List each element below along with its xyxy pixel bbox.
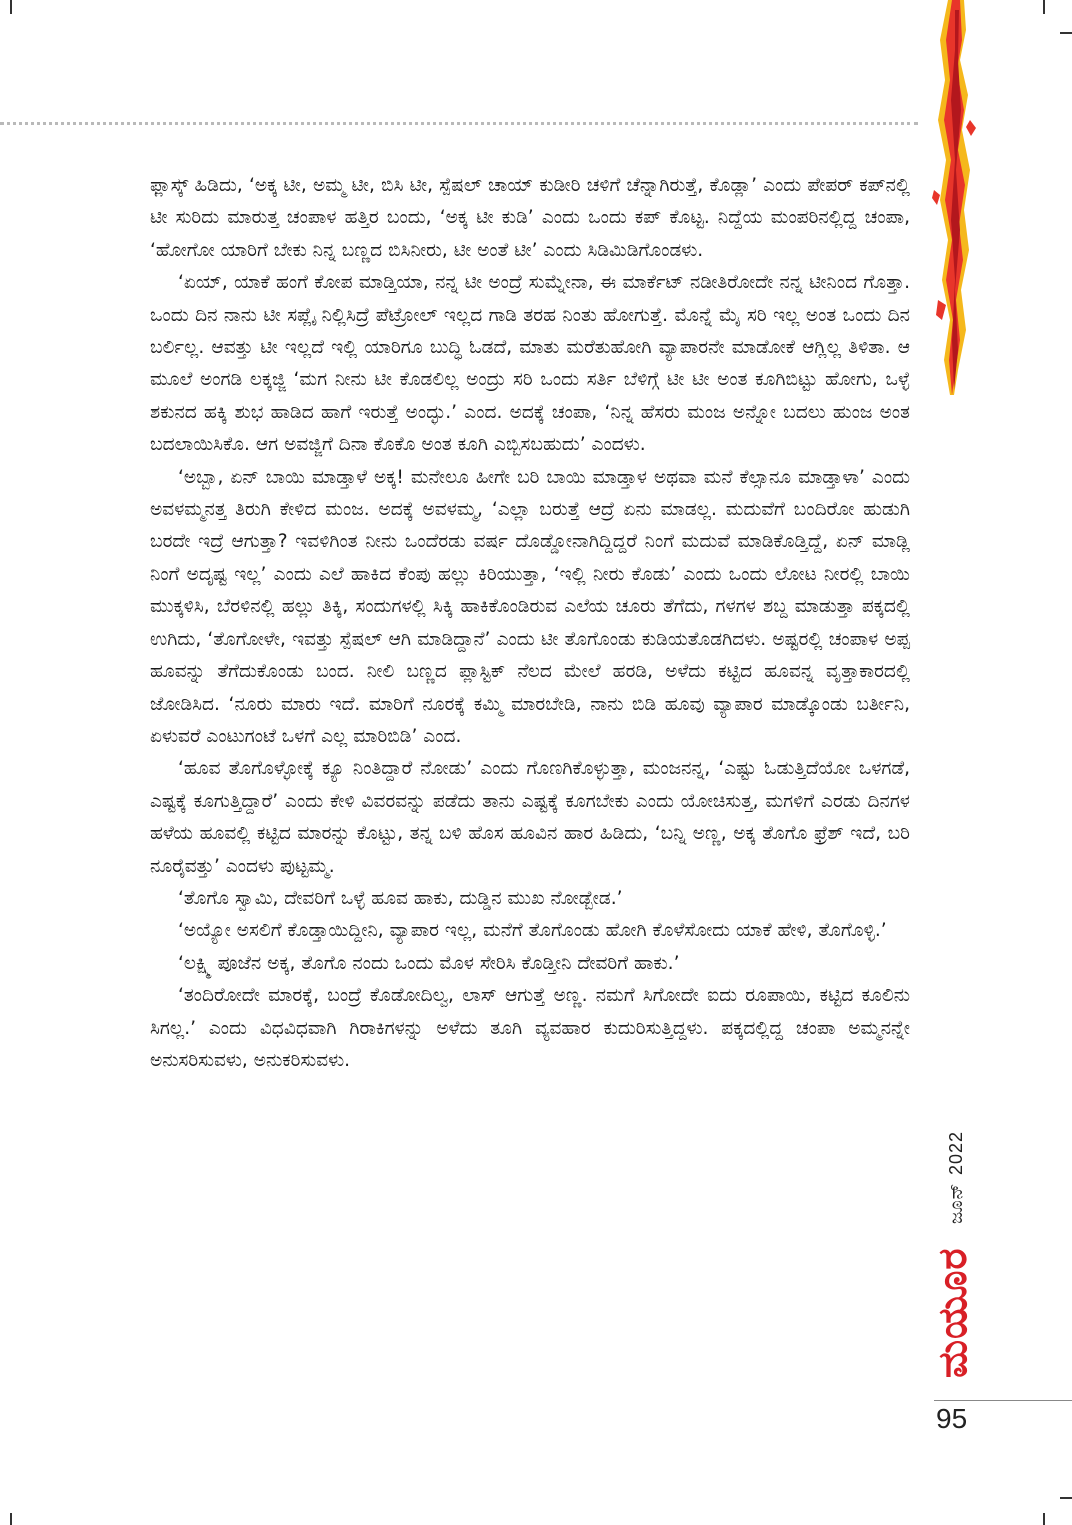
crop-mark-top-right: [1043, 0, 1045, 14]
decorative-brush-strip: [930, 0, 982, 395]
article-paragraph: ‘ಏಯ್, ಯಾಕೆ ಹಂಗೆ ಕೋಪ ಮಾಡ್ತಿಯಾ, ನನ್ನ ಟೀ ಅಂದ್ರೆ ಸುಮ್ನೇನಾ, ಈ ಮಾರ್ಕೆಟ್ ನಡೀತಿರೋದೇ ನನ್ನ ಟೀನಿಂದ ಗೊತ್ತಾ. ಒಂದು ದಿನ ನಾನು ಟೀ ಸಪ್ಲೈ ನಿಲ್ಲಿಸಿದ್ರೆ ಪೆಟ್ರೋಲ್ ಇಲ್ಲದ ಗಾಡಿ ತರಹ ನಿಂತು ಹೋಗುತ್ತೆ. ಮೊನ್ನೆ ಮೈ ಸರಿ ಇಲ್ಲ ಅಂತ ಒಂದು ದಿನ ಬರ್ಲಿಲ್ಲ. ಆವತ್ತು ಟೀ ಇಲ್ಲದೆ ಇಲ್ಲಿ ಯಾರಿಗೂ ಬುದ್ಧಿ ಓಡದೆ, ಮಾತು ಮರೆತುಹೋಗಿ ವ್ಯಾಪಾರನೇ ಮಾಡೋಕೆ ಆಗ್ಲಿಲ್ಲ ತಿಳಿತಾ. ಆ ಮೂಲೆ ಅಂಗಡಿ ಲಕ್ಕಜ್ಜಿ ‘ಮಗ ನೀನು ಟೀ ಕೊಡಲಿಲ್ಲ ಅಂದ್ರು ಸರಿ ಒಂದು ಸರ್ತಿ ಬೆಳಿಗ್ಗೆ ಟೀ ಟೀ ಅಂತ ಕೂಗಿಬಿಟ್ಟು ಹೋಗು, ಒಳ್ಳೆ ಶಕುನದ ಹಕ್ಕಿ ಶುಭ ಹಾಡಿದ ಹಾಗೆ ಇರುತ್ತೆ ಅಂದ್ಳು.’ ಎಂದ. ಅದಕ್ಕೆ ಚಂಪಾ, ‘ನಿನ್ನ ಹೆಸರು ಮಂಜ ಅನ್ನೋ ಬದಲು ಹುಂಜ ಅಂತ ಬದಲಾಯಿಸಿಕೊ. ಆಗ ಅವಜ್ಜಿಗೆ ದಿನಾ ಕೊಕೊ ಅಂತ ಕೂಗಿ ಎಬ್ಬಿಸಬಹುದು’ ಎಂದಳು.: [150, 272, 911, 456]
article-paragraph: ಫ್ಲಾಸ್ಕ್ ಹಿಡಿದು, ‘ಅಕ್ಕ ಟೀ, ಅಮ್ಮ ಟೀ, ಬಿಸಿ ಟೀ, ಸ್ಪೆಷಲ್ ಚಾಯ್ ಕುಡೀರಿ ಚಳಿಗೆ ಚೆನ್ನಾಗಿರುತ್ತೆ, ಕೊಡ್ಲಾ’ ಎಂದು ಪೇಪರ್ ಕಪ್‌ನಲ್ಲಿ ಟೀ ಸುರಿದು ಮಾರುತ್ತ ಚಂಪಾಳ ಹತ್ತಿರ ಬಂದು, ‘ಅಕ್ಕ ಟೀ ಕುಡಿ’ ಎಂದು ಒಂದು ಕಪ್ ಕೊಟ್ಟ. ನಿದ್ದೆಯ ಮಂಪರಿನಲ್ಲಿದ್ದ ಚಂಪಾ, ‘ಹೋಗೋ ಯಾರಿಗೆ ಬೇಕು ನಿನ್ನ ಬಣ್ಣದ ಬಿಸಿನೀರು, ಟೀ ಅಂತೆ ಟೀ’ ಎಂದು ಸಿಡಿಮಿಡಿಗೊಂಡಳು.: [150, 175, 910, 261]
crop-mark-bottom-right: [1043, 1513, 1045, 1525]
crop-mark-top-left: [10, 0, 12, 14]
crop-mark-right-bottom: [1060, 1497, 1072, 1499]
article-paragraph: ‘ತೊಗೊ ಸ್ವಾಮಿ, ದೇವರಿಗೆ ಒಳ್ಳೆ ಹೂವ ಹಾಕು, ದುಡ್ಡಿನ ಮುಖ ನೋಡ್ಬೇಡ.’: [178, 887, 623, 909]
article-paragraph: ‘ಅಬ್ಬಾ, ಏನ್ ಬಾಯಿ ಮಾಡ್ತಾಳೆ ಅಕ್ಕ! ಮನೇಲೂ ಹೀಗೇ ಬರಿ ಬಾಯಿ ಮಾಡ್ತಾಳ ಅಥವಾ ಮನೆ ಕೆಲ್ಸಾನೂ ಮಾಡ್ತಾಳಾ’ ಎಂದು ಅವಳಮ್ಮನತ್ತ ತಿರುಗಿ ಕೇಳಿದ ಮಂಜ. ಅದಕ್ಕೆ ಅವಳಮ್ಮ, ‘ಎಲ್ಲಾ ಬರುತ್ತೆ ಆದ್ರೆ ಏನು ಮಾಡಲ್ಲ. ಮದುವೆಗೆ ಬಂದಿರೋ ಹುಡುಗಿ ಬರದೇ ಇದ್ರೆ ಆಗುತ್ತಾ? ಇವಳಿಗಿಂತ ನೀನು ಒಂದೆರಡು ವರ್ಷ ದೊಡ್ಡೋನಾಗಿದ್ದಿದ್ದರೆ ನಿಂಗೆ ಮದುವೆ ಮಾಡಿಕೊಡ್ತಿದ್ದೆ, ಏನ್ ಮಾಡ್ಲಿ ನಿಂಗೆ ಅದೃಷ್ಟ ಇಲ್ಲ’ ಎಂದು ಎಲೆ ಹಾಕಿದ ಕೆಂಪು ಹಲ್ಲು ಕಿರಿಯುತ್ತಾ, ‘ಇಲ್ಲಿ ನೀರು ಕೊಡು’ ಎಂದು ಒಂದು ಲೋಟ ನೀರಲ್ಲಿ ಬಾಯಿ ಮುಕ್ಕಳಿಸಿ, ಬೆರಳಿನಲ್ಲಿ ಹಲ್ಲು ತಿಕ್ಕಿ, ಸಂದುಗಳಲ್ಲಿ ಸಿಕ್ಕಿ ಹಾಕಿಕೊಂಡಿರುವ ಎಲೆಯ ಚೂರು ತೆಗೆದು, ಗಳಗಳ ಶಬ್ದ ಮಾಡುತ್ತಾ ಪಕ್ಕದಲ್ಲಿ ಉಗಿದು, ‘ತೊಗೋಳೇ, ಇವತ್ತು ಸ್ಪೆಷಲ್ ಆಗಿ ಮಾಡಿದ್ದಾನೆ’ ಎಂದು ಟೀ ತೊಗೊಂಡು ಕುಡಿಯತೊಡಗಿದಳು. ಅಷ್ಟರಲ್ಲಿ ಚಂಪಾಳ ಅಪ್ಪ ಹೂವನ್ನು ತೆಗೆದುಕೊಂಡು ಬಂದ. ನೀಲಿ ಬಣ್ಣದ ಪ್ಲಾಸ್ಟಿಕ್ ನೆಲದ ಮೇಲೆ ಹರಡಿ, ಅಳೆದು ಕಟ್ಟಿದ ಹೂವನ್ನ ವೃತ್ತಾಕಾರದಲ್ಲಿ ಜೋಡಿಸಿದ. ‘ನೂರು ಮಾರು ಇದೆ. ಮಾರಿಗೆ ನೂರಕ್ಕೆ ಕಮ್ಮಿ ಮಾರಬೇಡಿ, ನಾನು ಬಿಡಿ ಹೂವು ವ್ಯಾಪಾರ ಮಾಡ್ಕೊಂಡು ಬರ್ತೀನಿ, ಏಳುವರೆ ಎಂಟುಗಂಟೆ ಒಳಗೆ ಎಲ್ಲ ಮಾರಿಬಿಡಿ’ ಎಂದ.: [150, 466, 910, 747]
article-paragraph: ‘ಲಕ್ಷ್ಮಿ ಪೂಜೆನ ಅಕ್ಕ, ತೊಗೊ ನಂದು ಒಂದು ಮೊಳ ಸೇರಿಸಿ ಕೊಡ್ತೀನಿ ದೇವರಿಗೆ ಹಾಕು.’: [178, 952, 680, 974]
crop-mark-bottom-left: [10, 1513, 12, 1525]
page-number-rule: [934, 1400, 1072, 1401]
dotted-divider: [0, 122, 918, 125]
magazine-logo: ಮಯೂರ: [930, 1247, 976, 1379]
issue-year: 2022: [946, 1130, 966, 1175]
issue-date: [946, 1114, 967, 1224]
article-paragraph: ‘ಹೂವ ತೊಗೊಳ್ಳೋಕ್ಕೆ ಕ್ಯೂ ನಿಂತಿದ್ದಾರೆ ನೋಡು’ ಎಂದು ಗೊಣಗಿಕೊಳ್ಳುತ್ತಾ, ಮಂಜನನ್ನ, ‘ಎಷ್ಟು ಓಡುತ್ತಿದೆಯೋ ಒಳಗಡೆ, ಎಷ್ಟಕ್ಕೆ ಕೂಗುತ್ತಿದ್ದಾರೆ’ ಎಂದು ಕೇಳಿ ವಿವರವನ್ನು ಪಡೆದು ತಾನು ಎಷ್ಟಕ್ಕೆ ಕೂಗಬೇಕು ಎಂದು ಯೋಚಿಸುತ್ತ, ಮಗಳಿಗೆ ಎರಡು ದಿನಗಳ ಹಳೆಯ ಹೂವಲ್ಲಿ ಕಟ್ಟಿದ ಮಾರನ್ನು ಕೊಟ್ಟು, ತನ್ನ ಬಳಿ ಹೊಸ ಹೂವಿನ ಹಾರ ಹಿಡಿದು, ‘ಬನ್ನಿ ಅಣ್ಣ, ಅಕ್ಕ ತೊಗೊ ಫ್ರೆಶ್ ಇದೆ, ಬರಿ ನೂರೈವತ್ತು’ ಎಂದಳು ಪುಟ್ಟಮ್ಮ.: [150, 758, 910, 877]
issue-month: ಜೂನ್: [946, 1182, 967, 1224]
page-number: 95: [936, 1403, 968, 1434]
article-paragraph: ‘ತಂದಿರೋದೇ ಮಾರಕ್ಕೆ, ಬಂದ್ರೆ ಕೊಡೋದಿಲ್ವ, ಲಾಸ್ ಆಗುತ್ತೆ ಅಣ್ಣ. ನಮಗೆ ಸಿಗೋದೇ ಐದು ರೂಪಾಯಿ, ಕಟ್ಟಿದ ಕೂಲಿನು ಸಿಗಲ್ಲ.’ ಎಂದು ವಿಧವಿಧವಾಗಿ ಗಿರಾಕಿಗಳನ್ನು ಅಳೆದು ತೂಗಿ ವ್ಯವಹಾರ ಕುದುರಿಸುತ್ತಿದ್ದಳು. ಪಕ್ಕದಲ್ಲಿದ್ದ ಚಂಪಾ ಅಮ್ಮನನ್ನೇ ಅನುಸರಿಸುವಳು, ಅನುಕರಿಸುವಳು.: [150, 985, 910, 1071]
crop-mark-right-top: [1060, 32, 1072, 34]
article-paragraph: ‘ಅಯ್ಯೋ ಅಸಲಿಗೆ ಕೊಡ್ತಾಯಿದ್ದೀನಿ, ವ್ಯಾಪಾರ ಇಲ್ಲ, ಮನೆಗೆ ತೊಗೊಂಡು ಹೋಗಿ ಕೊಳೆಸೋದು ಯಾಕೆ ಹೇಳಿ, ತೊಗೊಳ್ಳಿ.’: [178, 920, 887, 942]
article-body: [150, 170, 910, 1077]
